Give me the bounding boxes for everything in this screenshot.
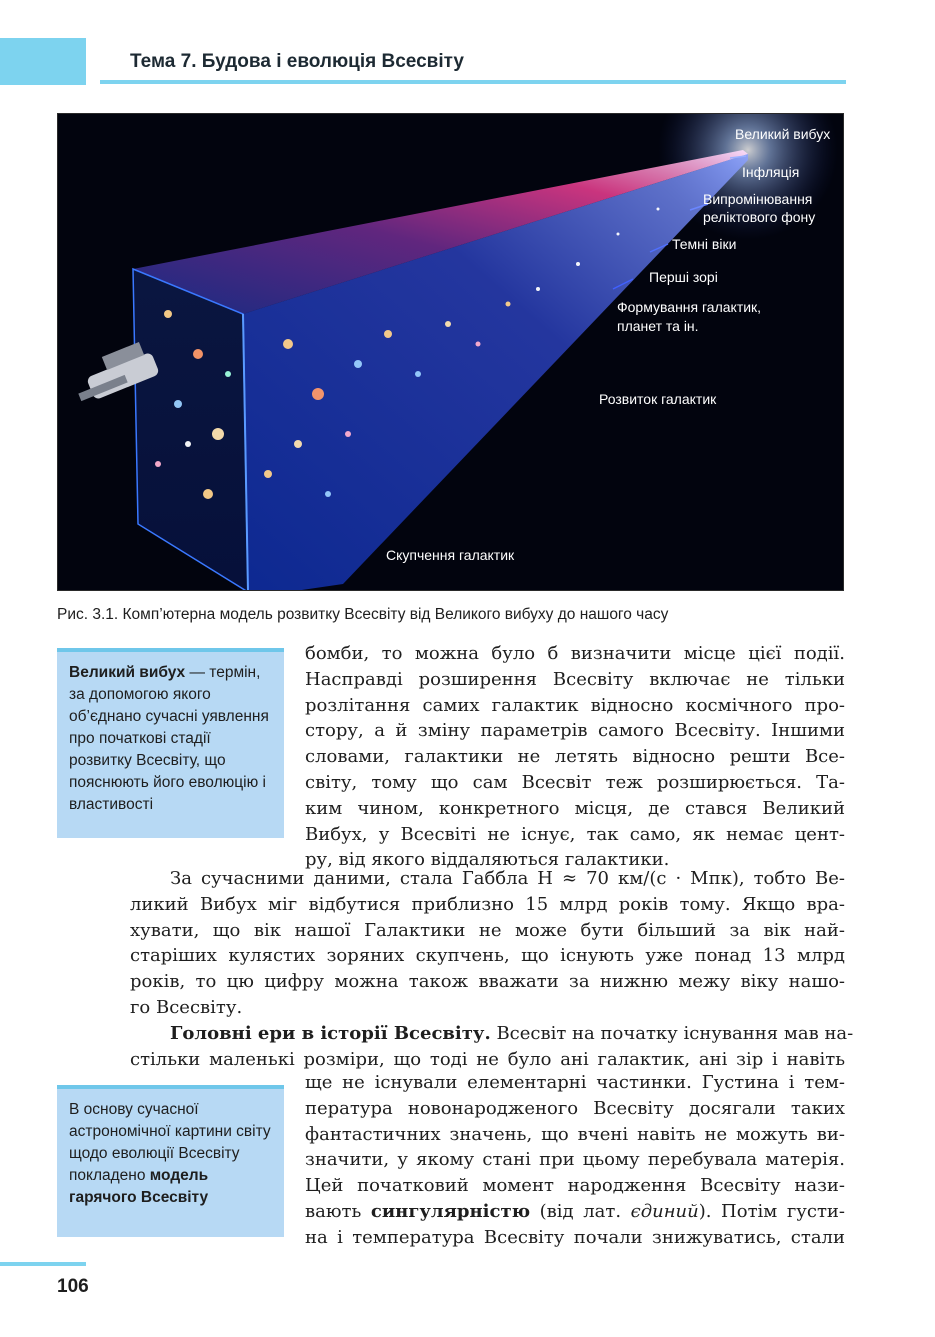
text-line: словами, галактики не летять відносно решти Все- <box>305 746 845 768</box>
definition-text: — термін, за допомогою якого об’єднано сучасні уявлення про початкові стадії розвитку Всесвіту, що пояснюють його еволюцію і властивості <box>69 664 269 813</box>
chapter-title: Тема 7. Будова і еволюція Всесвіту <box>130 51 464 72</box>
label-first-stars: Перші зорі <box>649 269 718 285</box>
text-line: пература новонародженого Всесвіту досягали таких <box>305 1097 845 1119</box>
text-line: ким чином, конкретного місця, де стався Великий <box>305 797 845 819</box>
text-line: Вибух, у Всесвіті не існує, так само, як немає цент- <box>305 823 845 845</box>
label-galaxy-formation-1: Формування галактик, <box>617 299 762 315</box>
paragraph-3 <box>305 1070 845 1251</box>
text-line: років, то цю цифру можна також вважати за нижню межу віку нашо- <box>130 971 845 993</box>
label-radiation-1: Випромінювання <box>703 191 813 207</box>
text-line: Насправді розширення Всесвіту включає не тільки <box>305 668 845 690</box>
text-line: ще не існували елементарні частинки. Густина і тем- <box>305 1072 845 1093</box>
label-dark-ages: Темні віки <box>672 236 737 252</box>
label-galaxy-clusters: Скупчення галактик <box>386 547 515 563</box>
section-heading: Головні ери в історії Всесвіту. <box>170 1022 491 1044</box>
term-singularity: сингулярністю <box>370 1200 531 1222</box>
label-inflation: Інфляція <box>742 164 800 180</box>
header-underline <box>100 80 846 84</box>
footer-line <box>0 1262 86 1266</box>
note-text: В основу сучасної астрономічної картини світу щодо еволюції Всесвіту покладено <box>69 1101 271 1184</box>
text-line: стільки маленькі розміри, що тоді не було ані галактик, ані зір і навіть <box>130 1048 845 1070</box>
text-line: світу, тому що сам Всесвіт теж розширюється. Та- <box>305 771 845 793</box>
note-bold: модель гарячого Всесвіту <box>69 1167 209 1206</box>
header-color-tab <box>0 38 86 85</box>
definition-term: Великий вибух <box>69 664 186 681</box>
page-number: 106 <box>57 1276 89 1297</box>
text-line: хувати, що вік нашої Галактики не може бути більший за вік най- <box>130 919 845 941</box>
figure-caption: Рис. 3.1. Комп’ютерна модель розвитку Всесвіту від Великого вибуху до нашого часу <box>57 606 669 623</box>
text-line: го Всесвіту. <box>130 996 243 1018</box>
paragraph-1 <box>305 641 845 873</box>
paragraph-2 <box>130 866 854 1072</box>
text-line: Цей початковий момент народження Всесвіту нази- <box>305 1175 845 1197</box>
universe-evolution-figure <box>57 113 844 591</box>
label-radiation-2: реліктового фону <box>703 209 816 225</box>
text-line: фантастичних значень, що вчені навіть не можуть ви- <box>305 1123 845 1145</box>
text-line: вають сингулярністю (від лат. єдиний). Потім густи- <box>305 1200 845 1222</box>
text-line: значити, у якому стані при цьому перебувала матерія. <box>305 1149 845 1171</box>
text-line: бомби, то можна було б визначити місце цієї події. <box>305 643 845 664</box>
note-box <box>57 1085 284 1237</box>
label-galaxy-development: Розвиток галактик <box>599 391 717 407</box>
text-line: ру, від якого віддаляються галактики. <box>305 849 670 871</box>
text-line: розлітання самих галактик відносно космічного про- <box>305 694 845 716</box>
text-line: стору, а й зміну параметрів самого Всесвіту. Іншими <box>305 720 845 742</box>
text-line: старіших кулястих зоряних скупчень, що існують уже понад 13 млрд <box>130 945 845 967</box>
text-line: За сучасними даними, стала Габбла H ≈ 70 км/(с · Мпк), тобто Ве- <box>170 868 845 889</box>
label-galaxy-formation-2: планет та ін. <box>617 318 699 334</box>
text-line: на і температура Всесвіту почали знижуватись, стали <box>305 1226 845 1248</box>
label-big-bang: Великий вибух <box>735 126 831 142</box>
text-line: ликий Вибух міг відбутися приблизно 15 млрд років тому. Якщо вра- <box>130 893 845 915</box>
text-line: Головні ери в історії Всесвіту. Всесвіт на початку існування мав на- <box>170 1022 854 1044</box>
universe-illustration <box>58 114 844 591</box>
latin-word: єдиний <box>630 1200 699 1222</box>
definition-box <box>57 648 284 838</box>
